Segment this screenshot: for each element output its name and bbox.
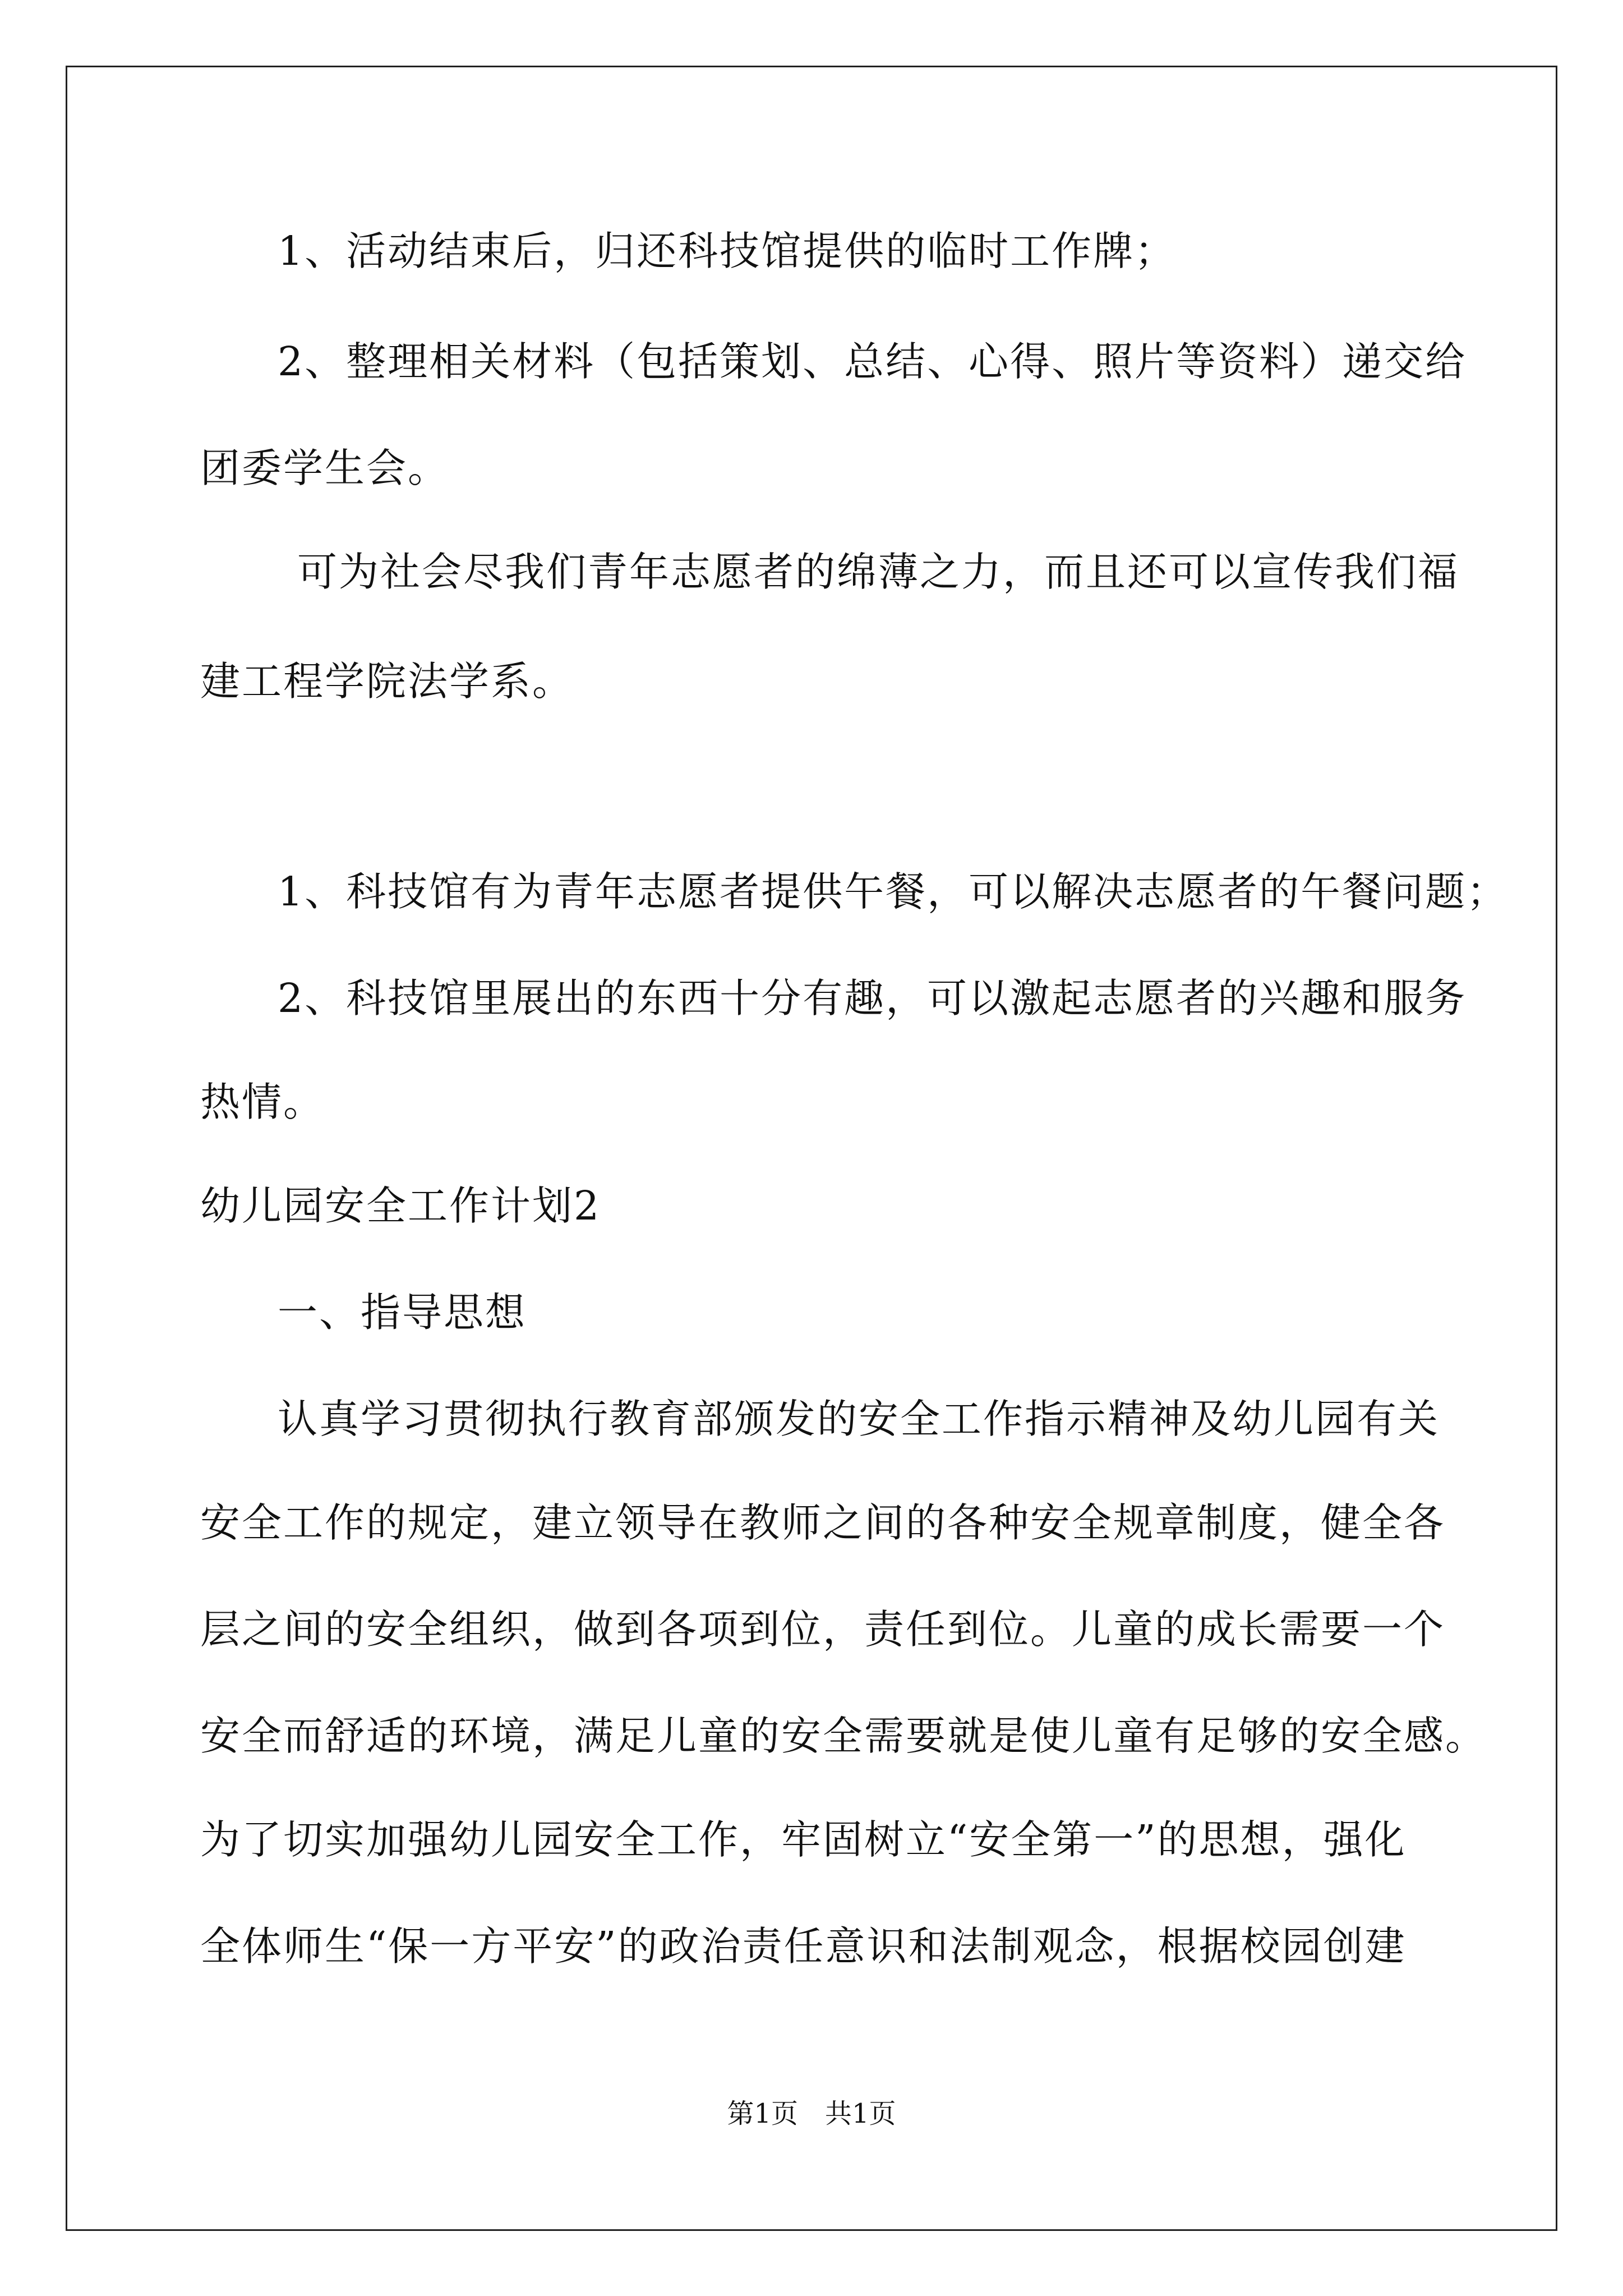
text-line: 2、科技馆里展出的东西十分有趣，可以激起志愿者的兴趣和服务: [278, 975, 1467, 1022]
text-line: 热情。: [200, 1079, 325, 1125]
text-line: 团委学生会。: [200, 445, 450, 491]
text-line: 认真学习贯彻执行教育部颁发的安全工作指示精神及幼儿园有关: [278, 1396, 1440, 1442]
subsection-heading: 一、指导思想: [278, 1289, 527, 1336]
page-footer: 第1页 共1页: [727, 2098, 896, 2129]
text-line: 2、整理相关材料（包括策划、总结、心得、照片等资料）递交给: [278, 338, 1467, 385]
text-line: 层之间的安全组织，做到各项到位，责任到位。儿童的成长需要一个: [200, 1606, 1446, 1653]
text-line: 1、活动结束后，归还科技馆提供的临时工作牌；: [278, 228, 1177, 274]
page-border: [66, 66, 1557, 2231]
text-line: 全体师生“保一方平安”的政治责任意识和法制观念，根据校园创建: [200, 1923, 1407, 1970]
section-heading: 幼儿园安全工作计划2: [200, 1182, 601, 1229]
text-line: 可为社会尽我们青年志愿者的绵薄之力，而且还可以宣传我们福: [297, 549, 1460, 595]
text-line: 安全而舒适的环境，满足儿童的安全需要就是使儿童有足够的安全感。: [200, 1713, 1487, 1759]
text-line: 建工程学院法学系。: [200, 658, 574, 705]
text-line: 1、科技馆有为青年志愿者提供午餐，可以解决志愿者的午餐问题；: [278, 868, 1509, 915]
text-line: 安全工作的规定，建立领导在教师之间的各种安全规章制度，健全各: [200, 1499, 1446, 1546]
text-line: 为了切实加强幼儿园安全工作，牢固树立“安全第一”的思想，强化: [200, 1816, 1407, 1863]
